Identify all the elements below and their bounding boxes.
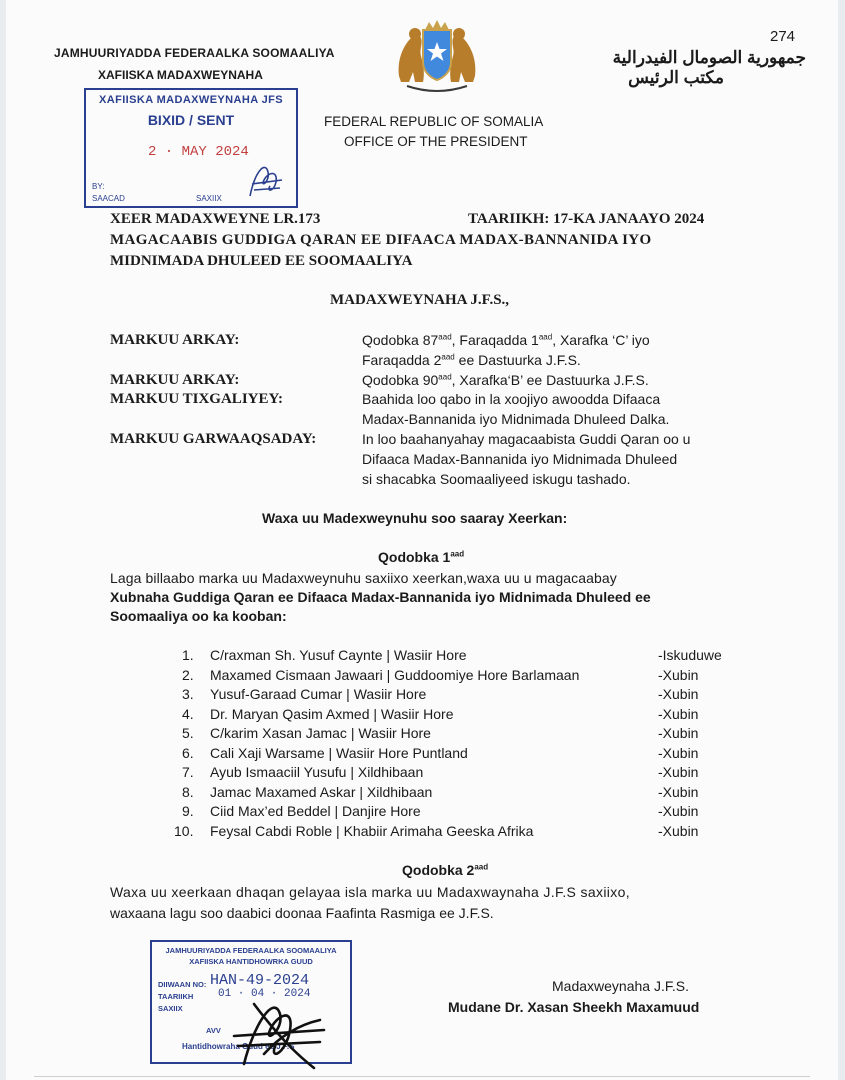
header-arabic-line1: جمهورية الصومال الفيدرالية: [612, 48, 806, 67]
article2-line1: Waxa uu xeerkaan dhaqan gelayaa isla marka uu Madaxwaynaha J.F.S saxiixo,: [110, 884, 630, 900]
decree-date: TAARIIKH: 17-KA JANAAYO 2024: [468, 211, 705, 227]
member-row: 8. Jamac Maxamed Askar | Xildhibaan -Xubin: [182, 783, 699, 800]
article1-intro-bold-1: Xubnaha Guddiga Qaran ee Difaaca Madax-Bannanida iyo Midnimada Dhuleed ee: [110, 589, 651, 605]
stamp-date: 2 · MAY 2024: [148, 144, 249, 160]
members-list: [6, 647, 838, 847]
member-row: 6. Cali Xaji Warsame | Wasiir Hore Puntland -Xubin: [182, 744, 699, 761]
signature-title: Madaxweynaha J.F.S.: [552, 978, 689, 994]
recital-text: Faraqadda $2^{aad}$ ee Dastuurka J.F.S.: [362, 352, 581, 368]
member-row: 7. Ayub Ismaaciil Yusufu | Xildhibaan -Xubin: [182, 764, 699, 780]
stamp-signature-scribble-icon: [246, 158, 286, 202]
member-row: 9. Ciid Max’ed Beddel | Danjire Hore -Xubin: [182, 803, 699, 819]
recital-text: Baahida loo qabo in la xoojiyo awoodda Difaaca: [362, 391, 661, 407]
audit-stamp-line1: JAMHUURIYADDA FEDERAALKA SOOMAALIYA: [165, 946, 337, 955]
received-stamp: [84, 88, 298, 208]
header-center-line1: FEDERAL REPUBLIC OF SOMALIA: [324, 114, 544, 129]
recital-text: In loo baahanyahay magacaabista Guddi Qaran oo u: [362, 431, 691, 447]
stamp-time-label: SAACAD: [92, 194, 125, 203]
decree-number: XEER MADAXWEYNE LR.173: [110, 211, 321, 227]
somalia-coat-of-arms-icon: [389, 16, 485, 96]
audit-stamp-line2: XAFIISKA HANTIDHOWRKA GUUD: [189, 957, 313, 966]
recital-text: si shacabka Soomaaliyeed iskugu tashado.: [362, 471, 631, 487]
stamp-title: XAFIISKA MADAXWEYNAHA JFS: [99, 94, 283, 106]
header-left-line2: XAFIISKA MADAXWEYNAHA: [98, 68, 263, 82]
article1-intro: Laga billaabo marka uu Madaxweynuhu saxiixo xeerkan,waxa uu u magacaabay: [110, 570, 617, 586]
audit-avv-label: AVV: [206, 1026, 221, 1035]
document-page: [6, 0, 838, 1080]
article1-heading: Qodobka $1^{aad}$: [378, 549, 465, 565]
member-row: 1. C/raxman Sh. Yusuf Caynte | Wasiir Hore -Iskuduwe: [182, 647, 722, 663]
preamble: Waxa uu Madexweynuhu soo saaray Xeerkan:: [262, 510, 568, 526]
recital-label: MARKUU GARWAAQSADAY:: [110, 431, 317, 447]
audit-taariikh-value: 01 · 04 · 2024: [218, 988, 311, 1000]
recital-text: Difaaca Madax-Bannanida iyo Midnimada Dhuleed: [362, 451, 678, 467]
audit-footer-text: Hantidhowraha Guud ee J.F.S: [182, 1042, 295, 1051]
signature-name: Mudane Dr. Xasan Sheekh Maxamuud: [448, 999, 700, 1015]
article2-line2: waxaana lagu soo daabici doonaa Faafinta Rasmiga ee J.F.S.: [110, 905, 494, 921]
member-row: 4. Dr. Maryan Qasim Axmed | Wasiir Hore -Xubin: [182, 705, 699, 722]
stamp-label: BIXID / SENT: [147, 112, 235, 128]
member-row: 5. C/karim Xasan Jamac | Wasiir Hore -Xubin: [182, 725, 699, 741]
member-row: 10. Feysal Cabdi Roble | Khabiir Arimaha Geeska Afrika -Xubin: [174, 822, 699, 839]
decree-issuer: MADAXWEYNAHA J.F.S.,: [330, 292, 510, 308]
audit-diiwaan-label: DIIWAAN NO:: [158, 980, 207, 989]
audit-diiwaan-value: HAN-49-2024: [210, 972, 310, 989]
recital-label: MARKUU ARKAY:: [110, 372, 240, 388]
header-center-line2: OFFICE OF THE PRESIDENT: [344, 134, 528, 149]
handwritten-signature-icon: [224, 984, 334, 1076]
page-bottom-divider: [34, 1076, 810, 1077]
recital-text: Qodobka $87^{aad}$, Faraqadda $1^{aad}$, Xarafka ‘C’ iyo: [362, 332, 650, 348]
recital-text: Qodobka $90^{aad}$, Xarafka‘B’ ee Dastuurka J.F.S.: [362, 372, 649, 388]
decree-title-line2: MIDNIMADA DHULEED EE SOOMAALIYA: [110, 253, 413, 269]
audit-taariikh-label: TAARIIKH: [158, 992, 194, 1001]
article1-intro-bold-2: Soomaaliya oo ka kooban:: [110, 608, 287, 624]
member-row: 3. Yusuf-Garaad Cumar | Wasiir Hore -Xubin: [182, 686, 699, 702]
member-row: 2. Maxamed Cismaan Jawaari | Guddoomiye Hore Barlamaan -Xubin: [182, 666, 699, 683]
article2-heading: Qodobka $2^{aad}$: [402, 862, 489, 878]
recital-label: MARKUU ARKAY:: [110, 332, 240, 348]
page-number: 274: [770, 28, 796, 45]
header-arabic-line2: مكتب الرئيس: [628, 68, 724, 87]
audit-saxiix-label: SAXIIX: [158, 1004, 183, 1013]
recital-text: Madax-Bannanida iyo Midnimada Dhuleed Dalka.: [362, 411, 670, 427]
header-left-line1: JAMHUURIYADDA FEDERAALKA SOOMAALIYA: [54, 46, 335, 60]
recital-label: MARKUU TIXGALIYEY:: [110, 391, 283, 407]
stamp-sign-label: SAXIIX: [196, 194, 222, 203]
stamp-by-label: BY:: [92, 182, 105, 191]
decree-title-line1: MAGACAABIS GUDDIGA QARAN EE DIFAACA MADAX-BANNANIDA IYO: [110, 232, 652, 248]
